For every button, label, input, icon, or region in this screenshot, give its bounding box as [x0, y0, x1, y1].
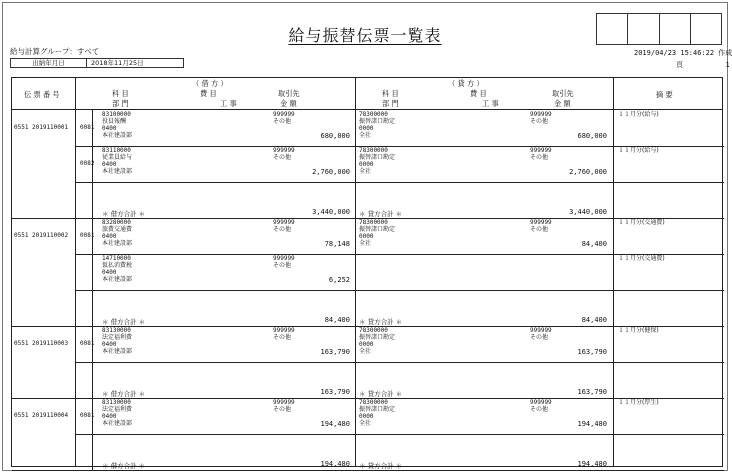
credit-amount: 84,400 — [581, 240, 607, 248]
debit-line-text: 本社建設部 — [102, 240, 133, 247]
voucher-seq: 0081 — [80, 232, 95, 239]
credit-line-text: 78300000 — [359, 147, 388, 154]
debit-line-text: 法定福利費 — [102, 334, 133, 341]
debit-line-text: 本社建設部 — [102, 348, 133, 355]
line-divider — [75, 182, 724, 183]
credit-total-label: ＊ 貸方合計 ＊ — [359, 210, 403, 218]
seq-divider — [92, 218, 93, 326]
debit-partner-text: その他 — [273, 154, 292, 161]
credit-line-text: 全社 — [359, 348, 372, 355]
debit-amount: 163,790 — [320, 348, 350, 356]
debit-total-label: ＊ 借方合計 ＊ — [102, 318, 146, 326]
voucher-number: 2019110001 — [32, 124, 69, 131]
table-header — [12, 78, 722, 110]
debit-line-text: 83280000 — [102, 219, 131, 226]
debit-partner-text: その他 — [273, 334, 292, 341]
created-label: 作成 — [718, 49, 732, 57]
memo-text: １１月分(交通費) — [618, 255, 665, 262]
seq-divider — [92, 326, 93, 398]
credit-amount: 163,790 — [577, 348, 607, 356]
credit-total-label: ＊ 貸方合計 ＊ — [359, 390, 403, 398]
credit-total-label: ＊ 貸方合計 ＊ — [359, 318, 403, 326]
memo-text: １１月分(給与) — [618, 111, 659, 118]
debit-partner-text: その他 — [273, 406, 292, 413]
page-value: 1 — [725, 61, 730, 69]
line-divider — [75, 362, 724, 363]
debit-line-text: 従業員給与 — [102, 154, 133, 161]
voucher-branch: 0551 — [14, 232, 29, 239]
debit-line-text: 本社建設部 — [102, 132, 133, 139]
debit-line-text: 83130000 — [102, 399, 131, 406]
stamp-box — [627, 14, 658, 44]
credit-partner-text: その他 — [530, 406, 549, 413]
credit-line-text: 全社 — [359, 240, 372, 247]
period-label: 出納年月日 — [11, 59, 87, 67]
debit-line-text: 0400 — [102, 413, 117, 420]
credit-partner-text: その他 — [530, 154, 549, 161]
debit-line-text: 83130000 — [102, 327, 131, 334]
voucher-branch: 0551 — [14, 340, 29, 347]
line-divider — [75, 434, 724, 435]
page-number — [676, 60, 730, 70]
header-debit-amount: 金 額 — [280, 99, 297, 108]
debit-line-text: 旅費交通費 — [102, 226, 133, 233]
credit-line-text: 0000 — [359, 341, 374, 348]
voucher-divider — [12, 470, 724, 471]
header-debit: （ 借 方 ） — [192, 79, 228, 88]
credit-partner-text: 999999 — [530, 111, 552, 118]
approval-stamp-boxes — [596, 13, 722, 45]
voucher-number: 2019110003 — [32, 340, 69, 347]
credit-partner-text: その他 — [530, 226, 549, 233]
credit-line-text: 振替諸口勘定 — [359, 334, 396, 341]
voucher-branch: 0551 — [14, 412, 29, 419]
voucher-seq: 0081 — [80, 340, 95, 347]
debit-line-text: 0400 — [102, 161, 117, 168]
period-box — [10, 58, 184, 68]
col-divider — [75, 78, 76, 466]
debit-line-text: 本社建設部 — [102, 276, 133, 283]
debit-partner-text: その他 — [273, 118, 292, 125]
credit-line-text: 78300000 — [359, 327, 388, 334]
credit-line-text: 振替諸口勘定 — [359, 118, 396, 125]
col-divider — [613, 78, 614, 466]
debit-partner-text: 999999 — [273, 399, 295, 406]
debit-line-text: 0400 — [102, 341, 117, 348]
credit-line-text: 振替諸口勘定 — [359, 154, 396, 161]
memo-text: １１月分(交通費) — [618, 219, 665, 226]
header-credit-project: 工 事 — [482, 99, 499, 108]
created-timestamp — [634, 48, 732, 58]
voucher-table — [11, 77, 723, 470]
header-credit-item: 費 目 — [470, 89, 487, 98]
credit-total: 163,790 — [577, 388, 607, 396]
credit-total-label: ＊ 貸方合計 ＊ — [359, 462, 403, 470]
credit-line-text: 全社 — [359, 168, 372, 175]
header-credit-partner: 取引先 — [552, 89, 574, 98]
credit-partner-text: 999999 — [530, 327, 552, 334]
debit-partner-text: 999999 — [273, 255, 295, 262]
credit-line-text: 全社 — [359, 420, 372, 427]
debit-partner-text: 999999 — [273, 147, 295, 154]
debit-line-text: 0400 — [102, 269, 117, 276]
debit-partner-text: その他 — [273, 262, 292, 269]
memo-text: １１月分(給与) — [618, 147, 659, 154]
debit-line-text: 法定福利費 — [102, 406, 133, 413]
credit-amount: 2,760,000 — [569, 168, 607, 176]
created-datetime: 2019/04/23 15:46:22 — [634, 49, 715, 57]
credit-partner-text: 999999 — [530, 147, 552, 154]
credit-line-text: 0000 — [359, 413, 374, 420]
debit-total: 3,440,000 — [312, 208, 350, 216]
debit-amount: 6,252 — [328, 276, 350, 284]
credit-total: 84,400 — [581, 316, 607, 324]
debit-amount: 2,760,000 — [312, 168, 350, 176]
credit-partner-text: その他 — [530, 334, 549, 341]
debit-amount: 680,000 — [320, 132, 350, 140]
credit-partner-text: その他 — [530, 118, 549, 125]
debit-amount: 194,480 — [320, 420, 350, 428]
debit-partner-text: その他 — [273, 226, 292, 233]
voucher-number: 2019110002 — [32, 232, 69, 239]
voucher-branch: 0551 — [14, 124, 29, 131]
debit-partner-text: 999999 — [273, 111, 295, 118]
debit-line-text: 83110000 — [102, 147, 131, 154]
credit-line-text: 78300000 — [359, 111, 388, 118]
credit-line-text: 全社 — [359, 132, 372, 139]
debit-total: 84,400 — [324, 316, 350, 324]
debit-total-label: ＊ 借方合計 ＊ — [102, 462, 146, 470]
header-voucher-no: 伝 票 番 号 — [24, 90, 60, 99]
header-credit-amount: 金 額 — [554, 99, 571, 108]
credit-partner-text: 999999 — [530, 399, 552, 406]
voucher-number: 2019110004 — [32, 412, 69, 419]
header-credit-dept: 部 門 — [382, 99, 399, 108]
credit-total: 3,440,000 — [569, 208, 607, 216]
debit-total-label: ＊ 借方合計 ＊ — [102, 390, 146, 398]
credit-line-text: 78300000 — [359, 219, 388, 226]
memo-text: １１月分(健保) — [618, 327, 659, 334]
debit-partner-text: 999999 — [273, 327, 295, 334]
stamp-box — [659, 14, 690, 44]
header-memo: 摘 要 — [656, 90, 673, 99]
credit-line-text: 0000 — [359, 233, 374, 240]
col-divider — [355, 78, 356, 466]
credit-line-text: 0000 — [359, 125, 374, 132]
debit-line-text: 83100000 — [102, 111, 131, 118]
seq-divider — [92, 398, 93, 470]
report-title: 給与振替伝票一覧表 — [288, 26, 442, 45]
page-label: 頁 — [676, 61, 683, 69]
period-value: 2018年11月25日 — [91, 59, 144, 67]
debit-line-text: 本社建設部 — [102, 168, 133, 175]
debit-line-text: 仮払消費税 — [102, 262, 133, 269]
stamp-box — [597, 14, 627, 44]
credit-line-text: 振替諸口勘定 — [359, 406, 396, 413]
header-debit-dept: 部 門 — [112, 99, 129, 108]
debit-line-text: 役員報酬 — [102, 118, 127, 125]
debit-line-text: 0400 — [102, 125, 117, 132]
stamp-box — [690, 14, 721, 44]
credit-line-text: 78300000 — [359, 399, 388, 406]
voucher-seq: 0082 — [80, 160, 95, 167]
line-divider — [75, 290, 724, 291]
group-label: 給与計算グループ：すべて — [10, 47, 100, 56]
header-credit-account: 科 目 — [382, 89, 399, 98]
debit-line-text: 14710000 — [102, 255, 131, 262]
header-debit-project: 工 事 — [220, 99, 237, 108]
credit-line-text: 振替諸口勘定 — [359, 226, 396, 233]
debit-partner-text: 999999 — [273, 219, 295, 226]
voucher-seq: 0081 — [80, 412, 95, 419]
header-credit: （ 貸 方 ） — [448, 79, 484, 88]
debit-amount: 78,148 — [324, 240, 350, 248]
debit-total: 163,790 — [320, 388, 350, 396]
credit-amount: 194,480 — [577, 420, 607, 428]
voucher-seq: 0081 — [80, 124, 95, 131]
credit-line-text: 0000 — [359, 161, 374, 168]
credit-amount: 680,000 — [577, 132, 607, 140]
credit-partner-text: 999999 — [530, 219, 552, 226]
debit-total: 194,480 — [320, 460, 350, 468]
debit-total-label: ＊ 借方合計 ＊ — [102, 210, 146, 218]
credit-total: 194,480 — [577, 460, 607, 468]
debit-line-text: 本社建設部 — [102, 420, 133, 427]
debit-line-text: 0400 — [102, 233, 117, 240]
header-debit-item: 費 目 — [200, 89, 217, 98]
header-debit-account: 科 目 — [112, 89, 129, 98]
memo-text: １１月分(厚生) — [618, 399, 659, 406]
header-debit-partner: 取引先 — [278, 89, 300, 98]
